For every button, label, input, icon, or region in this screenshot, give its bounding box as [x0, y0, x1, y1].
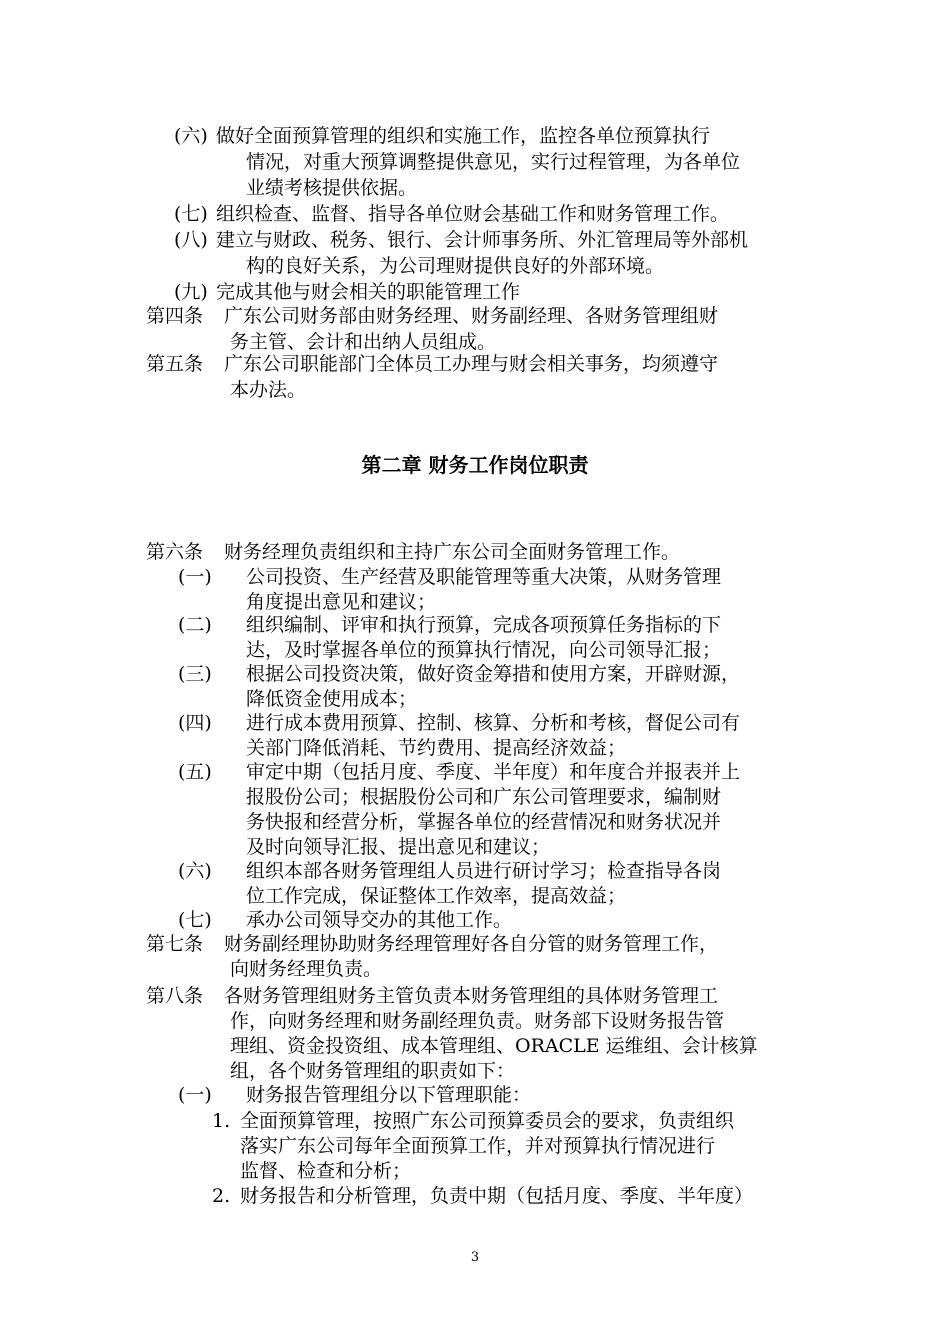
article-label: 第七条	[146, 933, 204, 955]
item-label: (二)	[178, 614, 212, 636]
item-text-line: 报股份公司；根据股份公司和广东公司管理要求，编制财	[246, 786, 722, 808]
item-text-line: 及时向领导汇报、提出意见和建议；	[246, 836, 551, 858]
item-text-line: 组织编制、评审和执行预算，完成各项预算任务指标的下	[246, 614, 722, 636]
article-label: 第八条	[146, 985, 204, 1007]
numbered-label: 1.	[212, 1110, 231, 1132]
item-label: (三)	[178, 663, 212, 685]
article-text-line: 各财务管理组财务主管负责本财务管理组的具体财务管理工	[224, 985, 719, 1007]
item-text-line: 组织检查、监督、指导各单位财会基础工作和财务管理工作。	[216, 203, 730, 225]
numbered-text-line: 全面预算管理，按照广东公司预算委员会的要求，负责组织	[240, 1110, 735, 1132]
item-text-line: 做好全面预算管理的组织和实施工作，监控各单位预算执行	[216, 125, 711, 147]
item-label: (七)	[178, 909, 212, 931]
article-text-line: 作，向财务经理和财务副经理负责。财务部下设财务报告管	[230, 1010, 725, 1032]
item-text-line: 完成其他与财会相关的职能管理工作	[216, 281, 521, 303]
item-text-line: 承办公司领导交办的其他工作。	[246, 909, 513, 931]
item-text-line: 务快报和经营分析，掌握各单位的经营情况和财务状况并	[246, 811, 722, 833]
item-label: (六)	[178, 860, 212, 882]
item-label: (七)	[174, 203, 208, 225]
item-label: (九)	[174, 281, 208, 303]
article-text-line: 广东公司财务部由财务经理、财务副经理、各财务管理组财	[224, 305, 719, 327]
chapter-title: 第二章 财务工作岗位职责	[361, 453, 589, 477]
page-number: 3	[470, 1250, 480, 1265]
item-label: (四)	[178, 712, 212, 734]
numbered-label: 2.	[212, 1185, 231, 1207]
article-text-line: 组，各个财务管理组的职责如下：	[230, 1060, 516, 1082]
article-label: 第四条	[146, 305, 204, 327]
item-text-line: 角度提出意见和建议；	[246, 591, 437, 613]
item-text-line: 关部门降低消耗、节约费用、提高经济效益；	[246, 737, 627, 759]
article-text-line: 财务经理负责组织和主持广东公司全面财务管理工作。	[224, 541, 681, 563]
item-text-line: 根据公司投资决策，做好资金筹措和使用方案，开辟财源，	[246, 663, 741, 685]
numbered-text-line: 监督、检查和分析；	[240, 1160, 412, 1182]
item-text-line: 位工作完成，保证整体工作效率，提高效益；	[246, 885, 627, 907]
article-label: 第五条	[146, 353, 204, 375]
item-label: (一)	[178, 566, 212, 588]
article-label: 第六条	[146, 541, 204, 563]
article-text-line: 广东公司职能部门全体员工办理与财会相关事务，均须遵守	[224, 353, 719, 375]
article-text-line: 财务副经理协助财务经理管理好各自分管的财务管理工作，	[224, 933, 719, 955]
item-text-line: 财务报告管理组分以下管理职能：	[246, 1084, 532, 1106]
item-text-line: 达，及时掌握各单位的预算执行情况，向公司领导汇报；	[246, 639, 722, 661]
article-text-line: 本办法。	[230, 379, 307, 401]
item-text-line: 组织本部各财务管理组人员进行研讨学习；检查指导各岗	[246, 860, 722, 882]
item-label: (一)	[178, 1084, 212, 1106]
numbered-text-line: 财务报告和分析管理，负责中期（包括月度、季度、半年度）	[240, 1185, 754, 1207]
item-text-line: 建立与财政、税务、银行、会计师事务所、外汇管理局等外部机	[216, 229, 749, 251]
item-text-line: 进行成本费用预算、控制、核算、分析和考核，督促公司有	[246, 712, 741, 734]
article-text-line: 理组、资金投资组、成本管理组、ORACLE 运维组、会计核算	[230, 1035, 758, 1057]
item-label: (六)	[174, 125, 208, 147]
numbered-text-line: 落实广东公司每年全面预算工作，并对预算执行情况进行	[240, 1135, 716, 1157]
item-text-line: 业绩考核提供依据。	[246, 177, 418, 199]
item-text-line: 降低资金使用成本；	[246, 688, 418, 710]
item-text-line: 构的良好关系，为公司理财提供良好的外部环境。	[246, 255, 665, 277]
item-label: (八)	[174, 229, 208, 251]
item-text-line: 情况，对重大预算调整提供意见，实行过程管理，为各单位	[246, 151, 741, 173]
item-text-line: 审定中期（包括月度、季度、半年度）和年度合并报表并上	[246, 761, 741, 783]
item-text-line: 公司投资、生产经营及职能管理等重大决策，从财务管理	[246, 566, 722, 588]
article-text-line: 向财务经理负责。	[230, 958, 383, 980]
item-label: (五)	[178, 761, 212, 783]
article-text-line: 务主管、会计和出纳人员组成。	[230, 331, 497, 353]
